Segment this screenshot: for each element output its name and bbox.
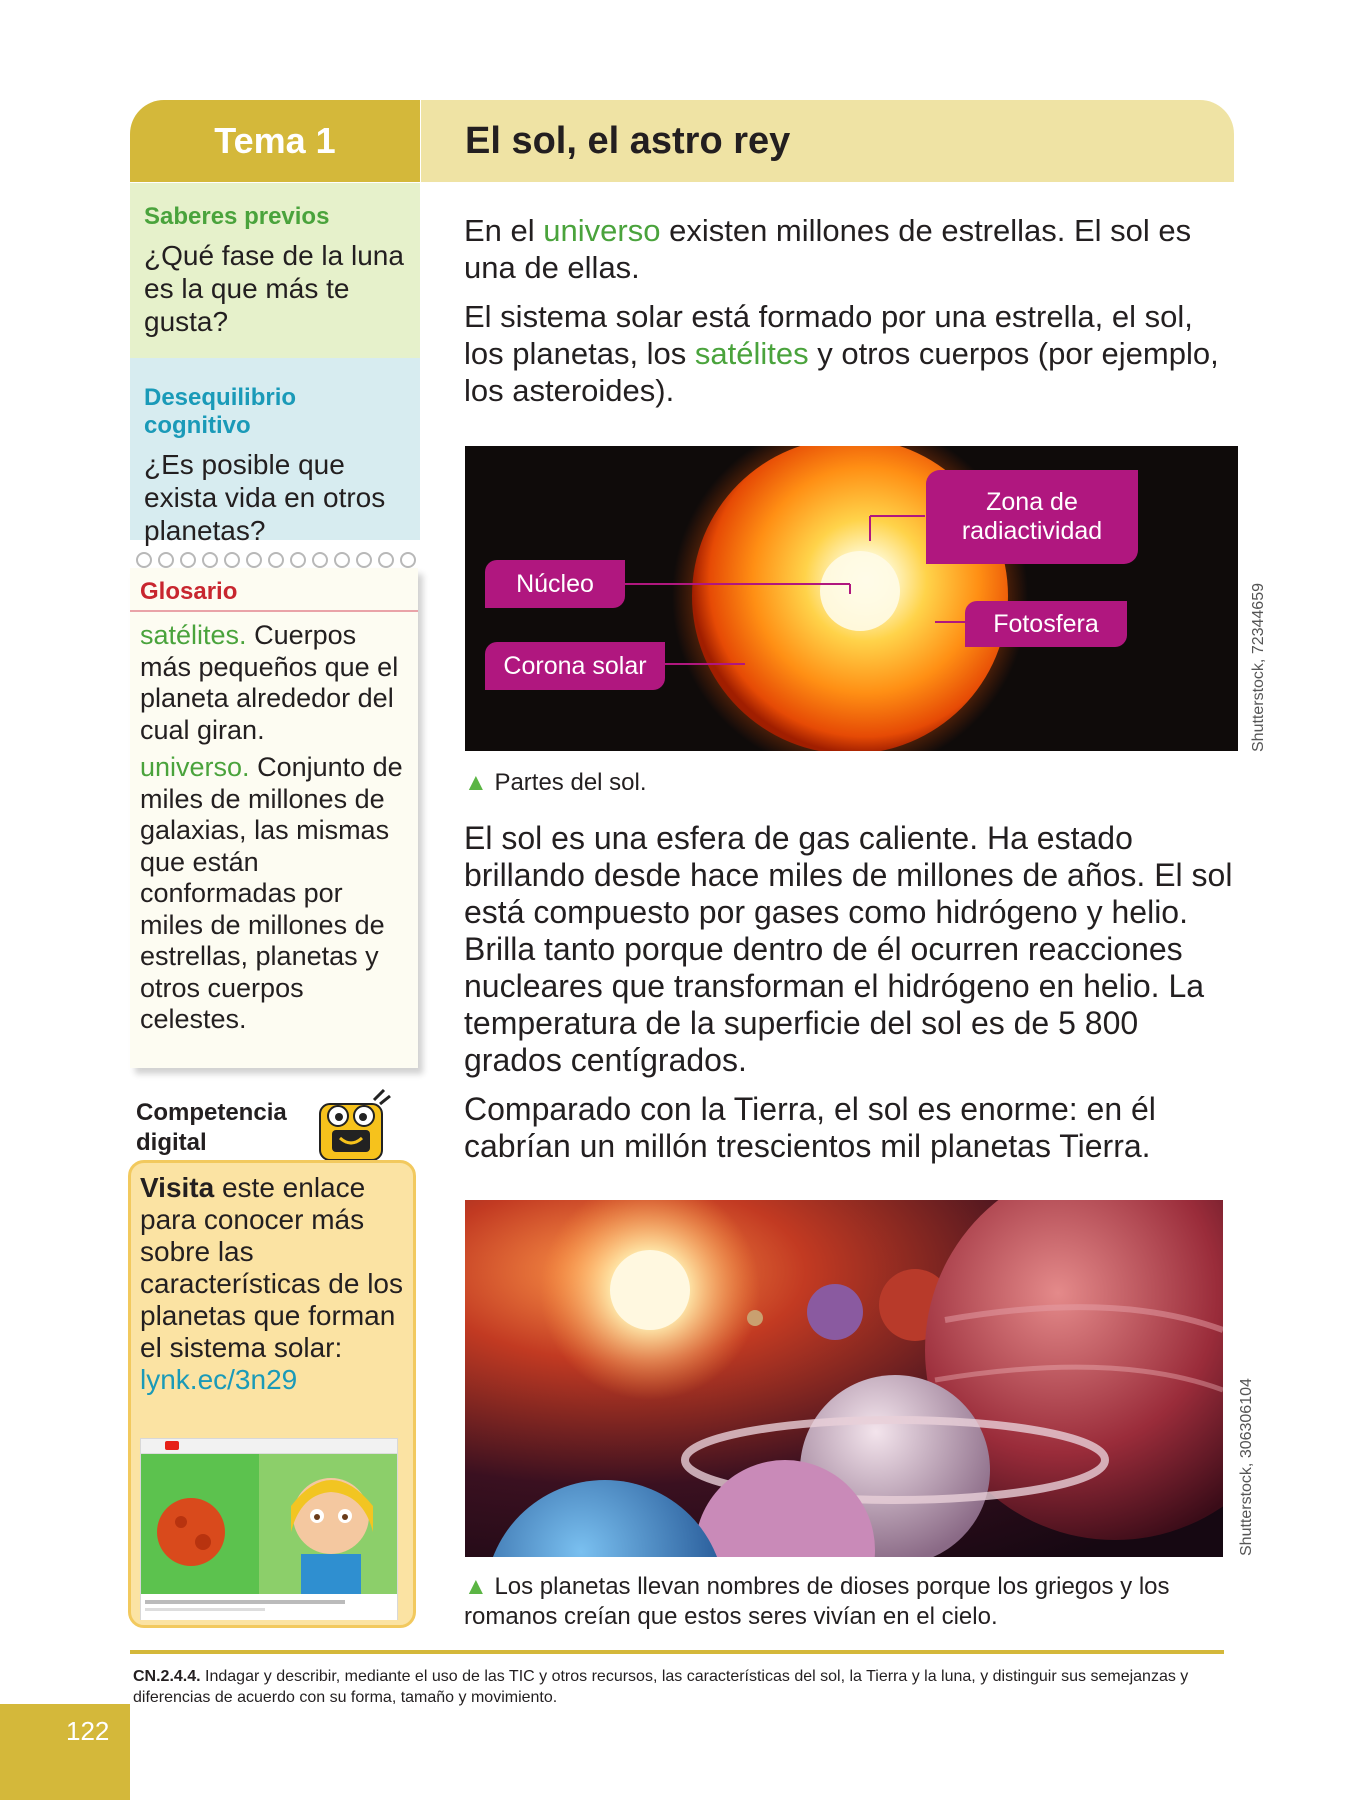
glosario-definition: Conjunto de miles de millones de galaxias, las mismas que están conformadas por miles de millones de estrellas, planetas y otros cuerpos celestes. [140,752,403,1034]
sun-diagram [465,446,1238,751]
video-preview-image [141,1454,397,1594]
glosario-heading: Glosario [140,578,238,605]
paragraph-1: En el universo existen millones de estrellas. El sol es una de ellas. [464,213,1192,285]
saberes-previos-question: ¿Qué fase de la luna es la que más te gusta? [144,240,404,337]
planets-image-credit: Shutterstock, 306306104 [1238,1378,1255,1556]
page-title: El sol, el astro rey [421,100,1234,182]
sun-image-credit: Shutterstock, 72344659 [1250,582,1267,752]
page-number: 122 [66,1716,110,1746]
label-zona-radiactividad: Zona de radiactividad [926,470,1138,564]
play-icon [165,1441,179,1450]
planets-image [465,1200,1223,1557]
keyword-satelites: satélites [694,336,809,371]
competencia-digital-text: Visita este enlace para conocer más sobre las características de los planetas que forman el sistema solar: lynk.ec/3n29 [140,1172,403,1395]
curriculum-standard: CN.2.4.4. Indagar y describir, mediante el uso de las TIC y otros recursos, las características del sol, la Tierra y la luna, y distinguir sus semejanzas y diferencias de acuerdo con su forma, tamaño y movimiento. [133,1668,1189,1706]
glosario-term: satélites. [140,620,247,650]
main-column [464,212,1234,409]
sun-caption: ▲ Partes del sol. [464,769,647,796]
keyword-universo: universo [543,213,661,248]
glosario-definition: Cuerpos más pequeños que el planeta alrededor del cual giran. [140,620,399,745]
tema-label: Tema 1 [130,100,420,182]
glosario-box [130,568,418,1068]
saberes-previos-box [130,183,420,358]
glosario-entry [140,752,408,1036]
glosario-term: universo. [140,752,250,782]
planets-caption: ▲ Los planetas llevan nombres de dioses porque los griegos y los romanos creían que estos seres vivían en el cielo. [464,1573,1170,1630]
saberes-previos-heading: Saberes previos [144,203,330,230]
desequilibrio-question: ¿Es posible que exista vida en otros planetas? [144,449,386,546]
video-thumbnail[interactable] [140,1438,398,1620]
footer-divider [130,1650,1224,1654]
competencia-digital-heading: Competencia digital [136,1099,287,1156]
spiral-rings [136,552,416,570]
glosario-entry [140,620,408,746]
paragraph-4: Comparado con la Tierra, el sol es enorme: en él cabrían un millón trescientos mil planetas Tierra. [464,1091,1156,1164]
desequilibrio-heading: Desequilibrio cognitivo [144,384,297,439]
triangle-icon: ▲ [464,1573,488,1600]
triangle-icon: ▲ [464,769,488,796]
page-number-tab [0,1704,130,1800]
main-column-lower [464,820,1234,1165]
lynk-link[interactable]: lynk.ec/3n29 [140,1364,298,1395]
glosario-divider [130,610,418,612]
label-corona-solar: Corona solar [485,642,665,690]
label-nucleo: Núcleo [485,560,625,608]
paragraph-2: El sistema solar está formado por una estrella, el sol, los planetas, los satélites y otros cuerpos (por ejemplo, los asteroides). [464,299,1219,408]
paragraph-3: El sol es una esfera de gas caliente. Ha estado brillando desde hace miles de millones de años. El sol está compuesto por gases como hidrógeno y helio. Brilla tanto porque dentro de él ocurren reacciones nucleares que transforman el hidrógeno en helio. La temperatura de la superficie del sol es de 5 800 grados centígrados. [464,820,1233,1078]
label-fotosfera: Fotosfera [965,601,1127,647]
desequilibrio-box [130,358,420,546]
